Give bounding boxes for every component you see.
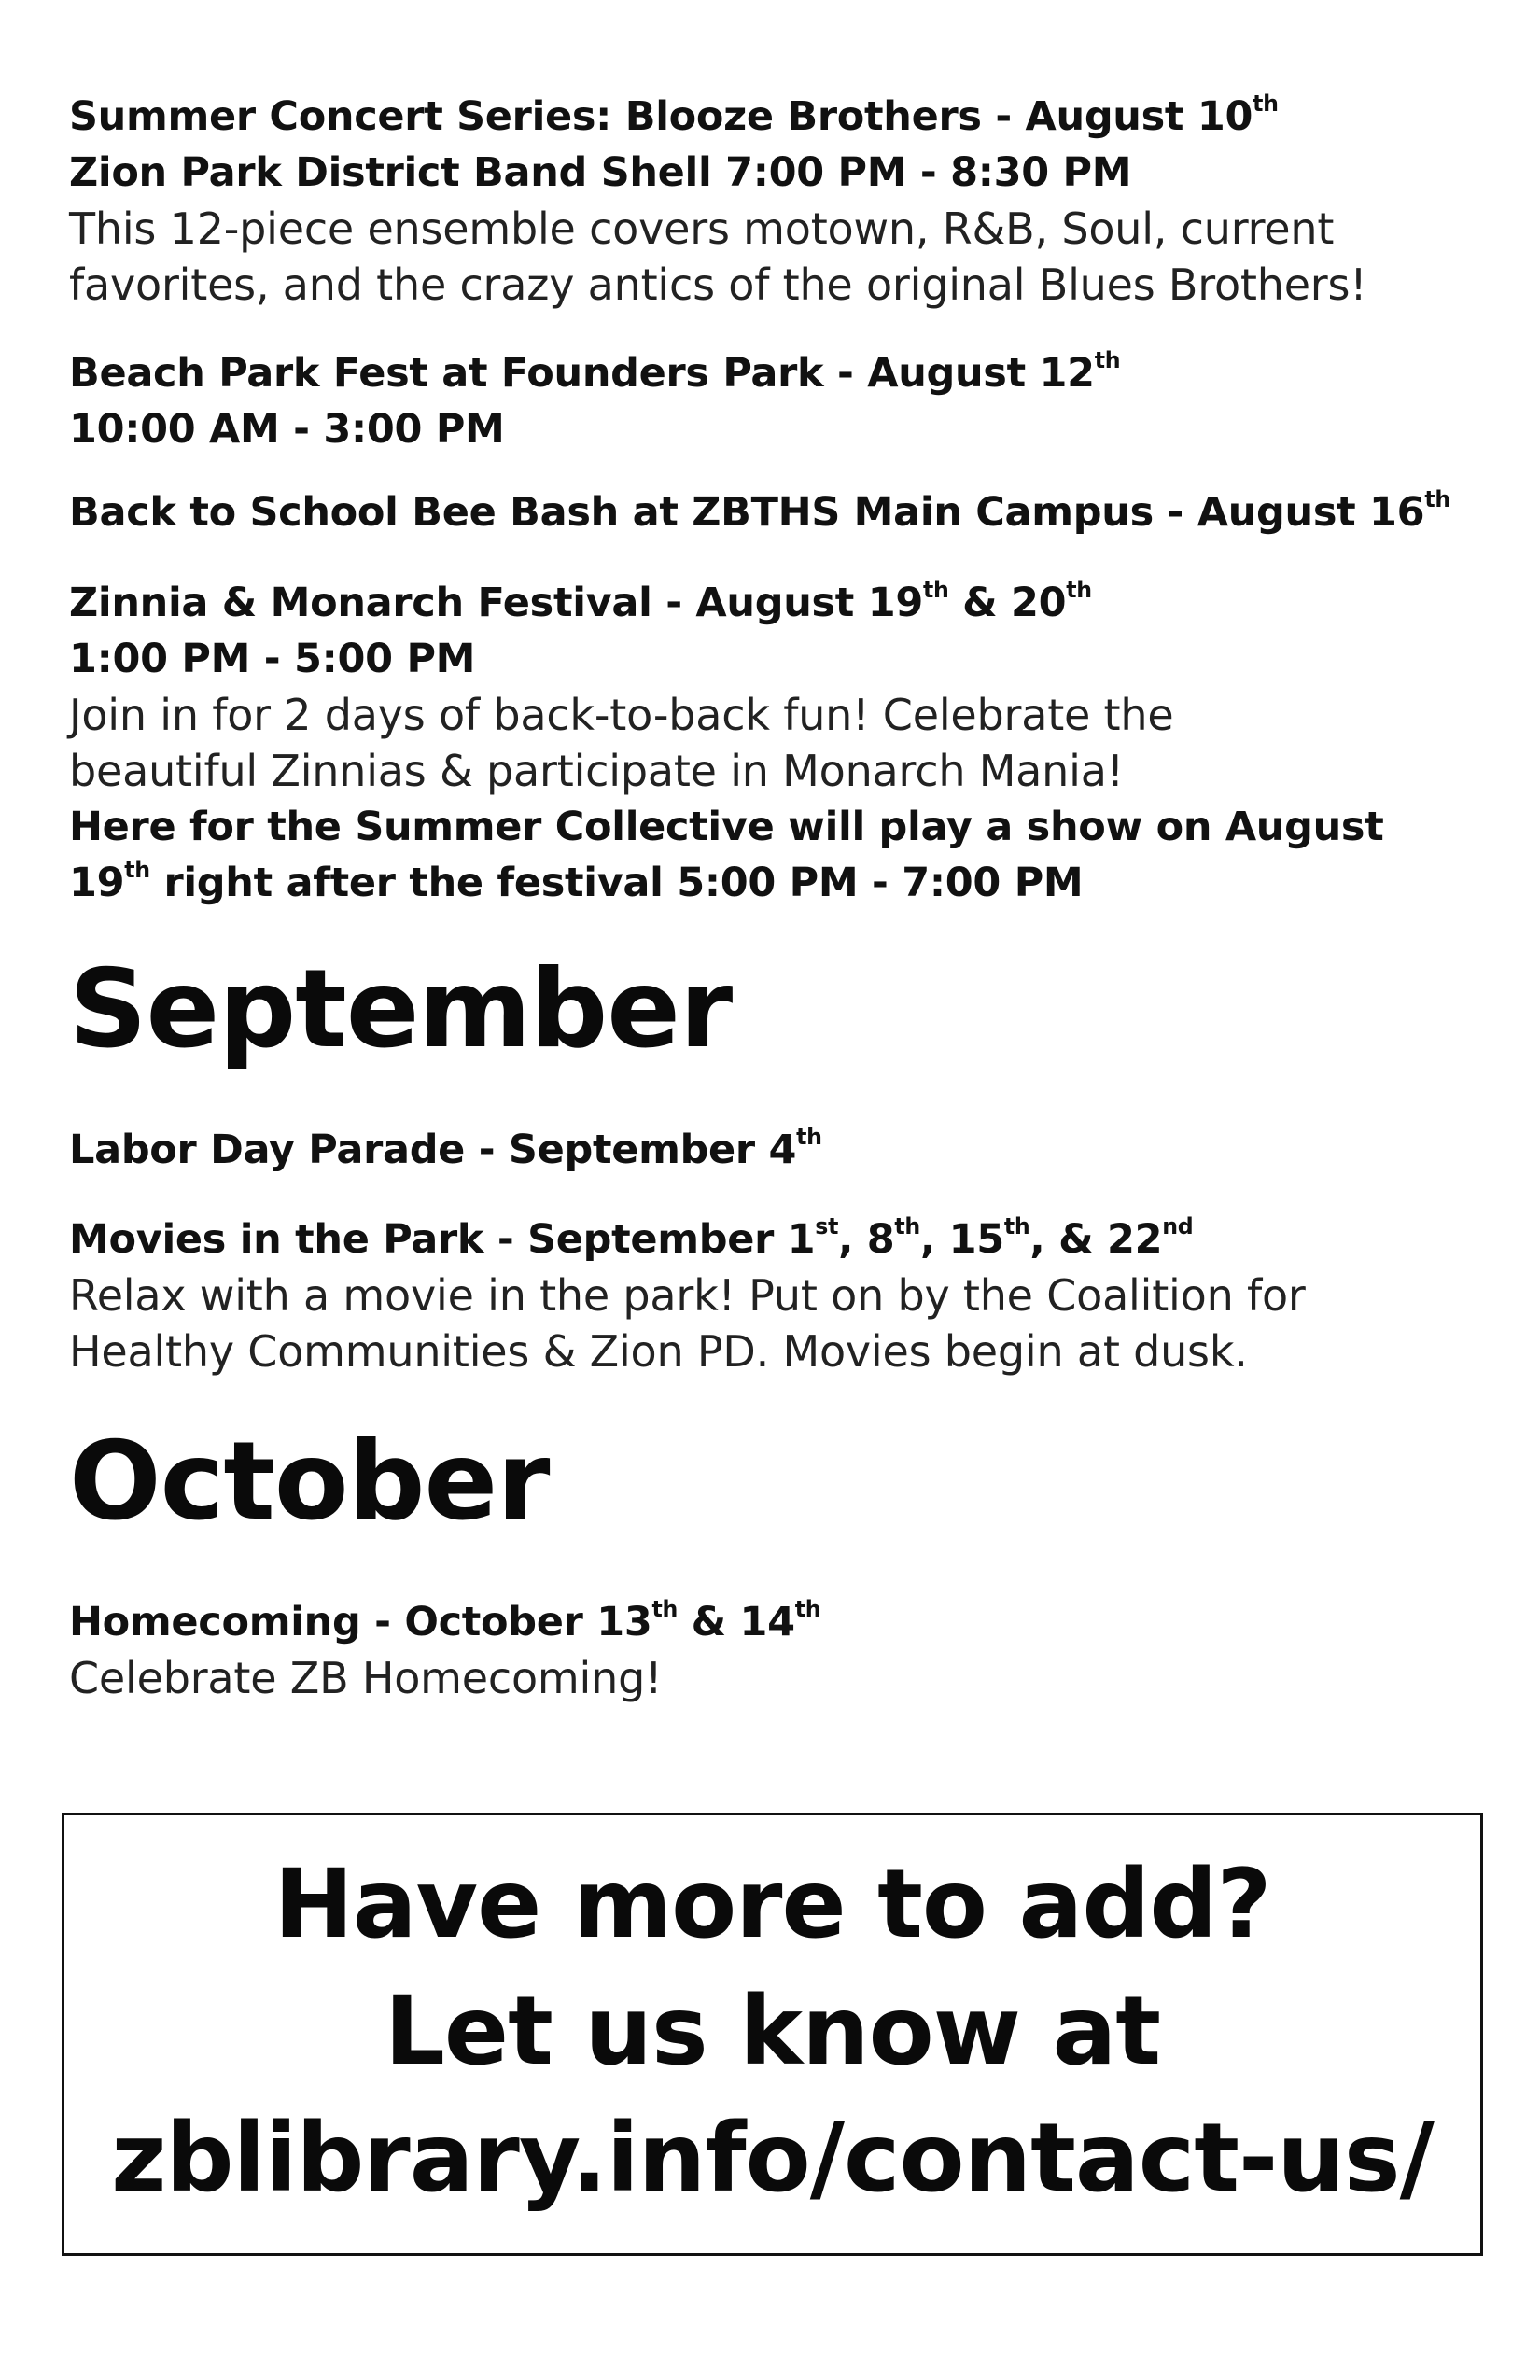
event-time: 10:00 AM - 3:00 PM xyxy=(69,406,505,453)
event-title-text: , 8 xyxy=(838,1216,895,1263)
ordinal-suffix: nd xyxy=(1162,1212,1194,1239)
event-title xyxy=(69,575,1469,631)
event-homecoming xyxy=(69,1594,1469,1706)
event-show-note: Here for the Summer Collective will play a show on August xyxy=(69,804,1384,850)
ordinal-suffix: th xyxy=(1424,485,1450,512)
event-title xyxy=(69,345,1469,401)
event-title-text: Back to School Bee Bash at ZBTHS Main Campus - August 16 xyxy=(69,489,1425,536)
callout-line: Have more to add? xyxy=(273,1849,1271,1960)
ordinal-suffix: th xyxy=(1094,346,1121,373)
event-show-text: right after the festival 5:00 PM - 7:00 PM xyxy=(149,860,1084,906)
event-title-text: Summer Concert Series: Blooze Brothers - August 10 xyxy=(69,93,1253,140)
event-show-text: 19 xyxy=(69,860,125,906)
event-title-text: Labor Day Parade - September 4 xyxy=(69,1127,797,1173)
event-title-text: , 15 xyxy=(919,1216,1004,1263)
ordinal-suffix: th xyxy=(124,856,150,883)
ordinal-suffix: th xyxy=(794,1595,821,1622)
event-description-line: beautiful Zinnias & participate in Monarch Mania! xyxy=(69,746,1124,796)
ordinal-suffix: th xyxy=(922,576,949,603)
event-title-text: , & 22 xyxy=(1029,1216,1163,1263)
ordinal-suffix: th xyxy=(894,1212,920,1239)
callout-line: Let us know at xyxy=(384,1976,1161,2087)
event-title-text: & 14 xyxy=(677,1599,795,1645)
event-description-line: This 12-piece ensemble covers motown, R&B, Soul, current xyxy=(69,203,1335,254)
event-description-line: Relax with a movie in the park! Put on by the Coalition for xyxy=(69,1270,1306,1321)
ordinal-suffix: th xyxy=(796,1123,822,1150)
contact-callout-box xyxy=(62,1813,1483,2256)
event-title-text: Beach Park Fest at Founders Park - August 12 xyxy=(69,350,1095,397)
event-movies-in-the-park xyxy=(69,1211,1469,1379)
month-heading-september: September xyxy=(69,946,733,1072)
event-description-line: favorites, and the crazy antics of the original Blues Brothers! xyxy=(69,259,1367,310)
event-title xyxy=(69,1594,1469,1650)
event-bee-bash xyxy=(69,484,1469,540)
event-description-line: Join in for 2 days of back-to-back fun! Celebrate the xyxy=(69,690,1174,740)
ordinal-suffix: st xyxy=(815,1212,839,1239)
ordinal-suffix: th xyxy=(1253,90,1279,117)
event-title-text: Homecoming - October 13 xyxy=(69,1599,652,1645)
event-title xyxy=(69,484,1469,540)
ordinal-suffix: th xyxy=(1003,1212,1030,1239)
ordinal-suffix: th xyxy=(1066,576,1092,603)
event-description-line: Healthy Communities & Zion PD. Movies begin at dusk. xyxy=(69,1326,1248,1377)
event-show-note xyxy=(69,855,1469,911)
event-zinnia-monarch-festival xyxy=(69,575,1469,911)
month-heading-october: October xyxy=(69,1419,550,1545)
event-labor-day-parade xyxy=(69,1122,1469,1178)
event-location-time: Zion Park District Band Shell 7:00 PM - 8:30 PM xyxy=(69,149,1132,196)
event-summer-concert xyxy=(69,89,1469,313)
event-beach-park-fest xyxy=(69,345,1469,457)
event-description-line: Celebrate ZB Homecoming! xyxy=(69,1653,663,1703)
event-time: 1:00 PM - 5:00 PM xyxy=(69,636,476,682)
event-title-text: Zinnia & Monarch Festival - August 19 xyxy=(69,580,923,626)
ordinal-suffix: th xyxy=(651,1595,678,1622)
contact-url: zblibrary.info/contact-us/ xyxy=(111,2103,1434,2214)
event-title xyxy=(69,89,1469,145)
event-title-text: Movies in the Park - September 1 xyxy=(69,1216,816,1263)
event-title-text: & 20 xyxy=(948,580,1067,626)
event-title xyxy=(69,1211,1469,1267)
event-title xyxy=(69,1122,1469,1178)
